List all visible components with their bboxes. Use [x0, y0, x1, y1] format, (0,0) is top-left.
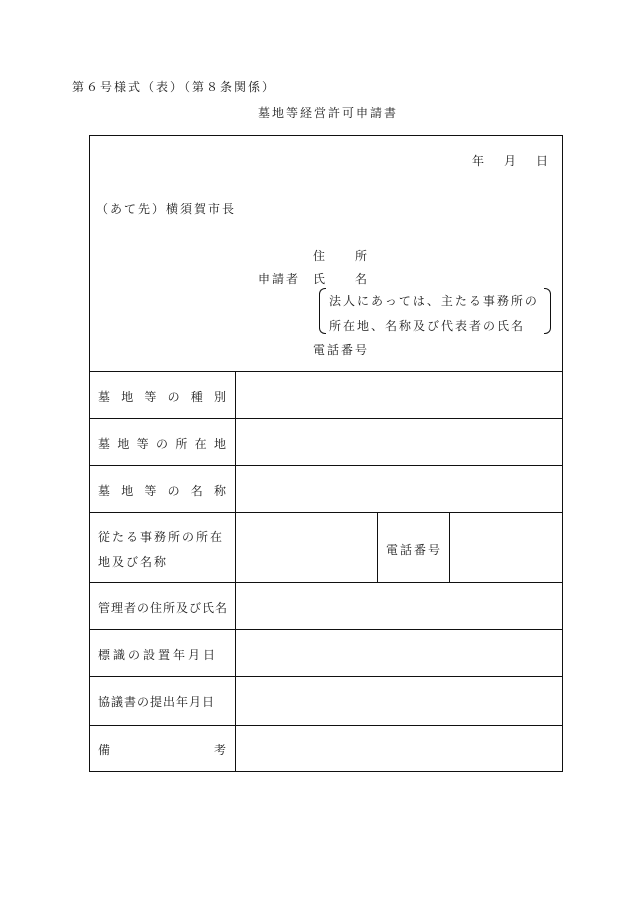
- office-phone-divider-left: [377, 512, 378, 582]
- phone-label: 電話番号: [313, 343, 370, 357]
- manager-field[interactable]: [237, 584, 562, 628]
- name-label: 氏 名: [313, 272, 370, 286]
- sign-installation-date-label: 標識の設置年月日: [98, 648, 219, 662]
- row-divider: [90, 725, 562, 726]
- corporate-note-line1: 法人にあっては、主たる事務所の: [329, 294, 539, 308]
- form-number: 第６号様式（表）（第８条関係）: [72, 80, 277, 94]
- cemetery-type-field[interactable]: [237, 373, 562, 417]
- remarks-label-1: 備: [98, 743, 113, 757]
- agreement-submission-date-label: 協議書の提出年月日: [98, 695, 216, 709]
- date-month-label: 月: [504, 154, 519, 168]
- section-divider: [90, 371, 562, 372]
- branch-office-phone-field[interactable]: [451, 514, 562, 581]
- branch-office-phone-label: 電話番号: [386, 543, 443, 557]
- label-column-divider: [235, 371, 236, 771]
- right-bracket: [544, 288, 551, 334]
- cemetery-location-field[interactable]: [237, 420, 562, 464]
- row-divider: [90, 418, 562, 419]
- cemetery-name-label: 墓 地 等 の 名 称: [98, 484, 226, 498]
- agreement-submission-date-field[interactable]: [237, 678, 562, 724]
- left-bracket: [319, 288, 326, 334]
- manager-label: 管理者の住所及び氏名: [98, 601, 229, 615]
- office-phone-divider-right: [449, 512, 450, 582]
- corporate-note-line2: 所在地、名称及び代表者の氏名: [329, 319, 526, 333]
- branch-office-label-line2: 地及び名称: [98, 555, 169, 569]
- remarks-label-2: 考: [214, 743, 229, 757]
- row-divider: [90, 465, 562, 466]
- branch-office-field[interactable]: [237, 514, 376, 581]
- date-day-label: 日: [536, 154, 551, 168]
- application-form: [89, 135, 563, 772]
- row-divider: [90, 512, 562, 513]
- branch-office-label-line1: 従たる事務所の所在: [98, 530, 225, 544]
- address-label: 住 所: [313, 249, 370, 263]
- row-divider: [90, 629, 562, 630]
- remarks-field[interactable]: [237, 727, 562, 771]
- row-divider: [90, 582, 562, 583]
- date-year-label: 年: [472, 154, 487, 168]
- cemetery-location-label: 墓 地 等 の 所 在 地: [98, 437, 226, 451]
- applicant-label: 申請者: [258, 272, 301, 286]
- document-title: 墓地等経営許可申請書: [258, 106, 399, 120]
- sign-installation-date-field[interactable]: [237, 631, 562, 675]
- row-divider: [90, 676, 562, 677]
- addressee: （あて先）横須賀市長: [96, 202, 237, 216]
- cemetery-name-field[interactable]: [237, 467, 562, 511]
- cemetery-type-label: 墓 地 等 の 種 別: [98, 390, 226, 404]
